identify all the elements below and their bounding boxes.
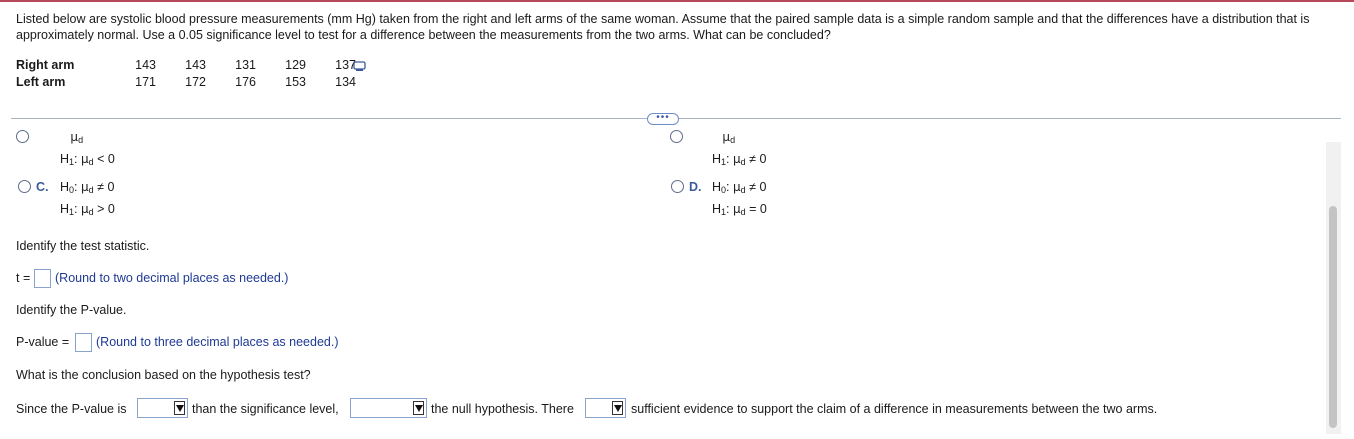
row-label: Right arm (16, 57, 75, 72)
option-c-h0: $H_0$: $\mu_d \ne 0$ (60, 180, 115, 195)
option-b-h0-clipped: $\mu_d$ (722, 130, 736, 145)
conclusion-text-3: the null hypothesis. There (431, 402, 574, 416)
question-text: Listed below are systolic blood pressure measurements (mm Hg) taken from the right and left arms of the same woman. Assume that the paired sample data is a simple random sample and that the differences have a distribution that is approximately normal. Use a 0.05 significance level to test for a difference between the measurements from the two arms. What can be concluded? (16, 12, 1310, 42)
t-rounding-hint: (Round to two decimal places as needed.) (55, 271, 289, 285)
table-cell: 176 (235, 74, 256, 89)
option-c-radio[interactable] (18, 180, 31, 193)
copy-data-icon[interactable] (353, 61, 367, 72)
evidence-dropdown[interactable] (585, 398, 626, 418)
row-label: Left arm (16, 74, 66, 89)
expand-button[interactable]: ••• (647, 113, 679, 125)
table-cell: 143 (185, 57, 206, 72)
t-statistic-input[interactable] (34, 269, 51, 288)
conclusion-text-2: than the significance level, (192, 402, 339, 416)
option-d-h1: $H_1$: $\mu_d = 0$ (712, 202, 767, 217)
table-row (16, 56, 356, 73)
dropdown-arrow-icon (174, 401, 185, 415)
table-cell: 153 (285, 74, 306, 89)
p-value-label: P-value = (16, 335, 70, 349)
p-value-prompt: Identify the P-value. (16, 303, 127, 317)
option-c-h1: $H_1$: $\mu_d > 0$ (60, 202, 115, 217)
scrollbar-thumb[interactable] (1329, 206, 1337, 428)
option-b-h1: $H_1$: $\mu_d \ne 0$ (712, 152, 767, 167)
table-cell: 171 (135, 74, 156, 89)
test-statistic-prompt: Identify the test statistic. (16, 239, 150, 253)
table-cell: 131 (235, 57, 256, 72)
decision-dropdown[interactable] (350, 398, 427, 418)
option-c-letter: C. (36, 180, 49, 194)
dropdown-arrow-icon (612, 401, 623, 415)
table-cell: 134 (335, 74, 356, 89)
conclusion-prompt: What is the conclusion based on the hypothesis test? (16, 368, 311, 382)
conclusion-text-4: sufficient evidence to support the claim of a difference in measurements between the two arms. (631, 402, 1158, 416)
top-accent-bar (0, 0, 1354, 2)
table-cell: 129 (285, 57, 306, 72)
table-cell: 143 (135, 57, 156, 72)
option-a-h0-clipped: $\mu_d$ (70, 130, 84, 145)
comparison-dropdown[interactable] (137, 398, 188, 418)
p-value-input[interactable] (75, 333, 92, 352)
option-d-radio[interactable] (671, 180, 684, 193)
option-b-radio[interactable] (670, 138, 681, 149)
option-d-h0: $H_0$: $\mu_d \ne 0$ (712, 180, 767, 195)
option-a-h1: $H_1$: $\mu_d < 0$ (60, 152, 115, 167)
t-label: t = (16, 271, 31, 285)
option-a-radio[interactable] (16, 138, 27, 149)
table-cell: 137 (335, 57, 356, 72)
table-cell: 172 (185, 74, 206, 89)
p-value-rounding-hint: (Round to three decimal places as needed.) (96, 335, 339, 349)
dropdown-arrow-icon (413, 401, 424, 415)
table-row (16, 73, 356, 90)
data-table (16, 56, 356, 90)
option-d-letter: D. (689, 180, 702, 194)
conclusion-text-1: Since the P-value is (16, 402, 127, 416)
